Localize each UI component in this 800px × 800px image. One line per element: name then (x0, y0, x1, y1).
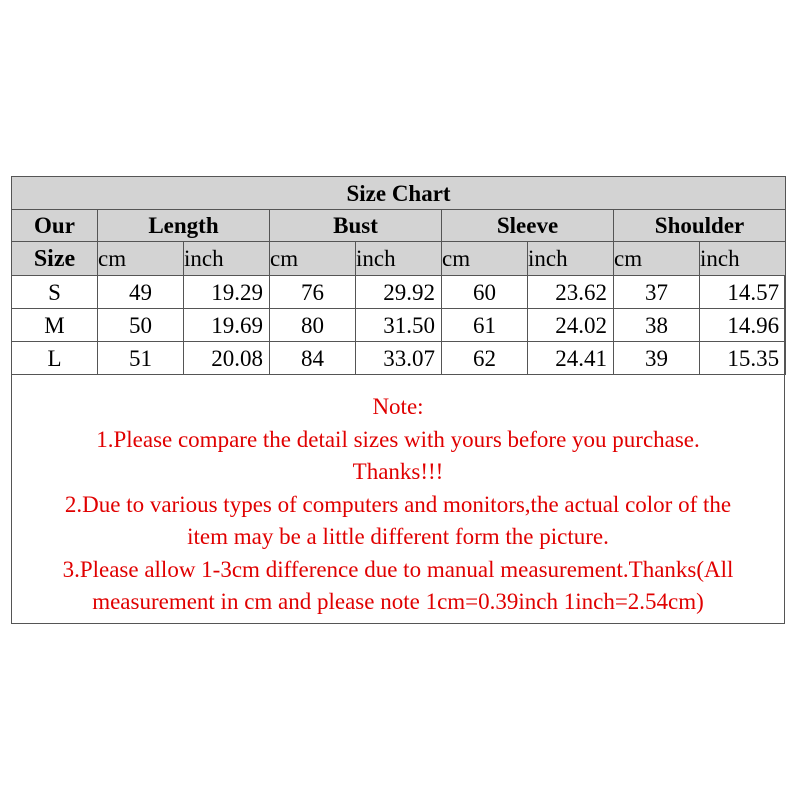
note-line: Thanks!!! (352, 459, 444, 484)
table-cell: 49 (98, 276, 184, 309)
note-line: 2.Due to various types of computers and monitors,the actual color of the (64, 491, 732, 517)
unit-header: cm (270, 242, 356, 276)
group-header-sleeve: Sleeve (442, 210, 614, 242)
table-cell: 39 (614, 342, 700, 375)
unit-header: cm (442, 242, 528, 276)
table-cell: 84 (270, 342, 356, 375)
unit-header: cm (614, 242, 700, 276)
note-line: measurement in cm and please note 1cm=0.39inch 1inch=2.54cm) (92, 589, 704, 614)
table-cell: 23.62 (528, 276, 614, 309)
unit-header: inch (356, 242, 442, 276)
note-line: 1.Please compare the detail sizes with yours before you purchase. (96, 426, 700, 452)
unit-header: inch (700, 242, 786, 276)
chart-title: Size Chart (12, 177, 786, 210)
table-cell: 62 (442, 342, 528, 375)
notes-section (12, 391, 784, 619)
table-cell: 38 (614, 309, 700, 342)
table-cell: 24.41 (528, 342, 614, 375)
size-chart (11, 176, 785, 624)
table-cell: 33.07 (356, 342, 442, 375)
size-label: L (12, 342, 98, 375)
our-size-header-top: Our (12, 210, 98, 242)
table-cell: 19.69 (184, 309, 270, 342)
table-cell: 50 (98, 309, 184, 342)
size-label: M (12, 309, 98, 342)
table-cell: 14.57 (700, 276, 786, 309)
note-line: item may be a little different form the picture. (187, 524, 609, 549)
table-row (12, 342, 786, 375)
table-cell: 20.08 (184, 342, 270, 375)
table-cell: 80 (270, 309, 356, 342)
note-line: 3.Please allow 1-3cm difference due to manual measurement.Thanks(All (62, 556, 734, 582)
table-cell: 29.92 (356, 276, 442, 309)
table-row (12, 309, 786, 342)
table-cell: 24.02 (528, 309, 614, 342)
table-cell: 61 (442, 309, 528, 342)
size-table (11, 176, 786, 375)
table-cell: 60 (442, 276, 528, 309)
table-cell: 51 (98, 342, 184, 375)
table-cell: 76 (270, 276, 356, 309)
size-label: S (12, 276, 98, 309)
table-cell: 19.29 (184, 276, 270, 309)
table-cell: 37 (614, 276, 700, 309)
group-header-length: Length (98, 210, 270, 242)
group-header-shoulder: Shoulder (614, 210, 786, 242)
table-row (12, 276, 786, 309)
table-cell: 15.35 (700, 342, 786, 375)
unit-header: cm (98, 242, 184, 276)
unit-header: inch (184, 242, 270, 276)
note-heading: Note: (372, 394, 424, 419)
unit-header: inch (528, 242, 614, 276)
group-header-bust: Bust (270, 210, 442, 242)
table-cell: 31.50 (356, 309, 442, 342)
our-size-header-bottom: Size (12, 242, 98, 276)
table-cell: 14.96 (700, 309, 786, 342)
